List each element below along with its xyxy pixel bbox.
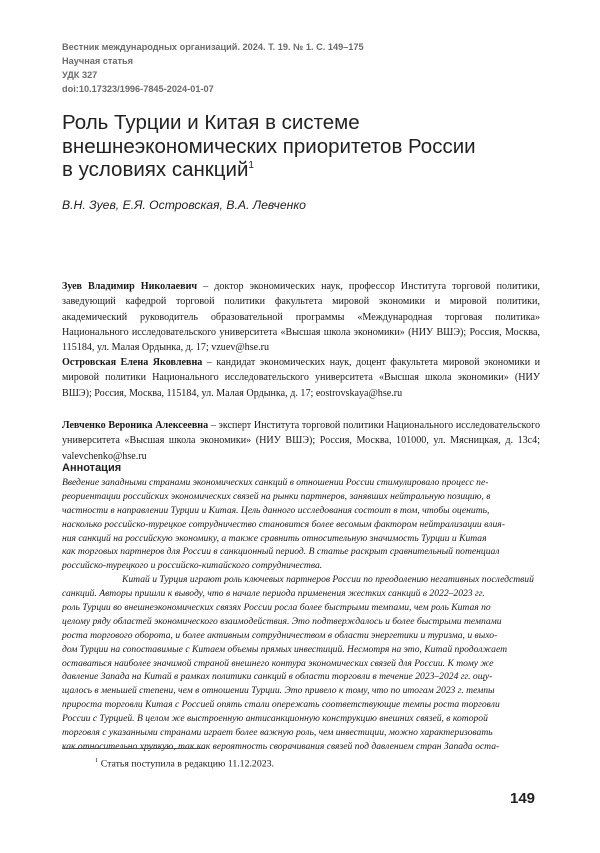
title-line: внешнеэкономических приоритетов России [62, 134, 476, 158]
abstract-line: насколько российско-турецкое сотрудничество становится более весомым фактором нейтрализации влия- [62, 518, 505, 530]
footnote-divider [62, 748, 204, 749]
page-number: 149 [510, 790, 536, 807]
article-metadata [62, 40, 364, 96]
footnote-text: Статья поступила в редакцию 11.12.2023. [98, 758, 274, 770]
title-line-text: в условиях санкций [62, 158, 249, 181]
author-name: Островская Елена Яковлевна [62, 357, 203, 368]
author-details: – эксперт Института торговой политики Национального исследовательского университета «Высшая школа экономики» (НИУ ВШЭ); Россия, Москва, 101000, ул. Мясницкая, д. 13с4; valevchenko@hse.ru [62, 420, 540, 462]
author-name: Левченко Вероника Алексеевна [62, 420, 209, 431]
abstract-line: роль Турции во внешнеэкономических связях России росла более быстрыми темпами, чем роль Китая по [62, 602, 491, 614]
author-name: Зуев Владимир Николаевич [62, 281, 198, 292]
abstract-line: Китай и Турция играют роль ключевых партнеров России по преодолению негативных последствий [122, 574, 534, 586]
author-details: – кандидат экономических наук, доцент факультета мировой экономики и мировой политики Национального исследовательского университета «Высшая школа экономики» (НИУ ВШЭ); Россия, Москва, 115184, ул. Малая Ордынка, д. 17; eostrovskaya@hse.ru [62, 357, 540, 399]
udc-code: УДК 327 [62, 70, 98, 80]
title-line: Роль Турции и Китая в системе [62, 111, 360, 134]
abstract-line: как относительно хрупкую, так как вероятность сворачивания связей под давлением стран Запада оста- [62, 740, 500, 752]
abstract-line: российско-турецкого и российско-китайского сотрудничества. [62, 560, 323, 572]
abstract-line: щалось в меньшей степени, чем в отношении Турции. Это привело к тому, что по итогам 2023 г. темпы [62, 685, 495, 697]
abstract-line: ния санкций на российскую экономику, а также сравнить относительную значимость Турции и Китая [62, 532, 487, 544]
author-details: – доктор экономических наук, профессор Института торговой политики, заведующий кафедрой торговой политики факультета мировой экономики и мировой политики, академический руководитель образовательной программы «Международная торговая политика» Национального исследовательского университета «Высшая школа экономики» (НИУ ВШЭ); Россия, Москва, 115184, ул. Малая Ордынка, д. 17; vzuev@hse.ru [62, 281, 541, 354]
article-title [62, 111, 542, 182]
abstract-line: Введение западными странами экономических санкций в отношении России стимулировало процесс пе- [62, 477, 489, 488]
doi-link[interactable]: doi:10.17323/1996-7845-2024-01-07 [62, 84, 214, 94]
abstract-line: дом Турции на сопоставимые с Китаем объемы прямых инвестиций. Несмотря на это, Китай продолжает [62, 643, 508, 655]
abstract-line: торговля с указанными странами играет более важную роль, чем инвестиции, можно характеризовать [62, 727, 493, 739]
abstract-line: прироста торговли Китая с Россией опять стали опережать соответствующие темпы роста торговли [62, 699, 500, 711]
journal-citation: Вестник международных организаций. 2024. Т. 19. № 1. С. 149–175 [62, 42, 364, 52]
abstract-line: реориентации российских экономических связей на рынки партнеров, занявших нейтральную позицию, в [62, 490, 491, 502]
abstract-line: давление Запада на Китай в рамках политики санкций в области торговли в течение 2023–2024 гг. ощу- [62, 671, 493, 683]
abstract-line: как торговых партнеров для России в санкционный период. В статье раскрыт сравнительный потенциал [62, 546, 500, 558]
article-type: Научная статья [62, 56, 133, 66]
abstract-body [62, 476, 540, 754]
title-line [62, 158, 542, 182]
abstract-line: России с Турцией. В целом же выстроенную антисанкционную конструкцию внешних связей, в которой [62, 713, 488, 725]
title-footnote-mark[interactable]: 1 [248, 160, 254, 172]
author-affiliation [62, 418, 540, 464]
abstract-line: оставаться наиболее значимой страной внешнего контура экономических связей для России. К тому же [62, 657, 494, 669]
abstract-line: санкций. Авторы пришли к выводу, что в начале периода применения жестких санкций в 2022–2023 гг. [62, 588, 485, 600]
abstract-heading: Аннотация [62, 462, 122, 474]
author-affiliation [62, 355, 540, 401]
author-affiliation [62, 279, 540, 355]
abstract-line: роста торгового оборота, и более активным сотрудничеством в области энергетики и туризма, и выхо- [62, 629, 498, 641]
abstract-line: целому ряду областей экономического взаимодействия. Это подтверждалось и более быстрыми темпами [62, 615, 502, 627]
footnote [95, 757, 274, 769]
abstract-line: частности в направлении Турции и Китая. Цель данного исследования состоит в том, чтобы оценить, [62, 504, 490, 516]
author-list: В.Н. Зуев, Е.Я. Островская, В.А. Левченко [62, 198, 306, 212]
footnote-mark: 1 [95, 757, 99, 764]
